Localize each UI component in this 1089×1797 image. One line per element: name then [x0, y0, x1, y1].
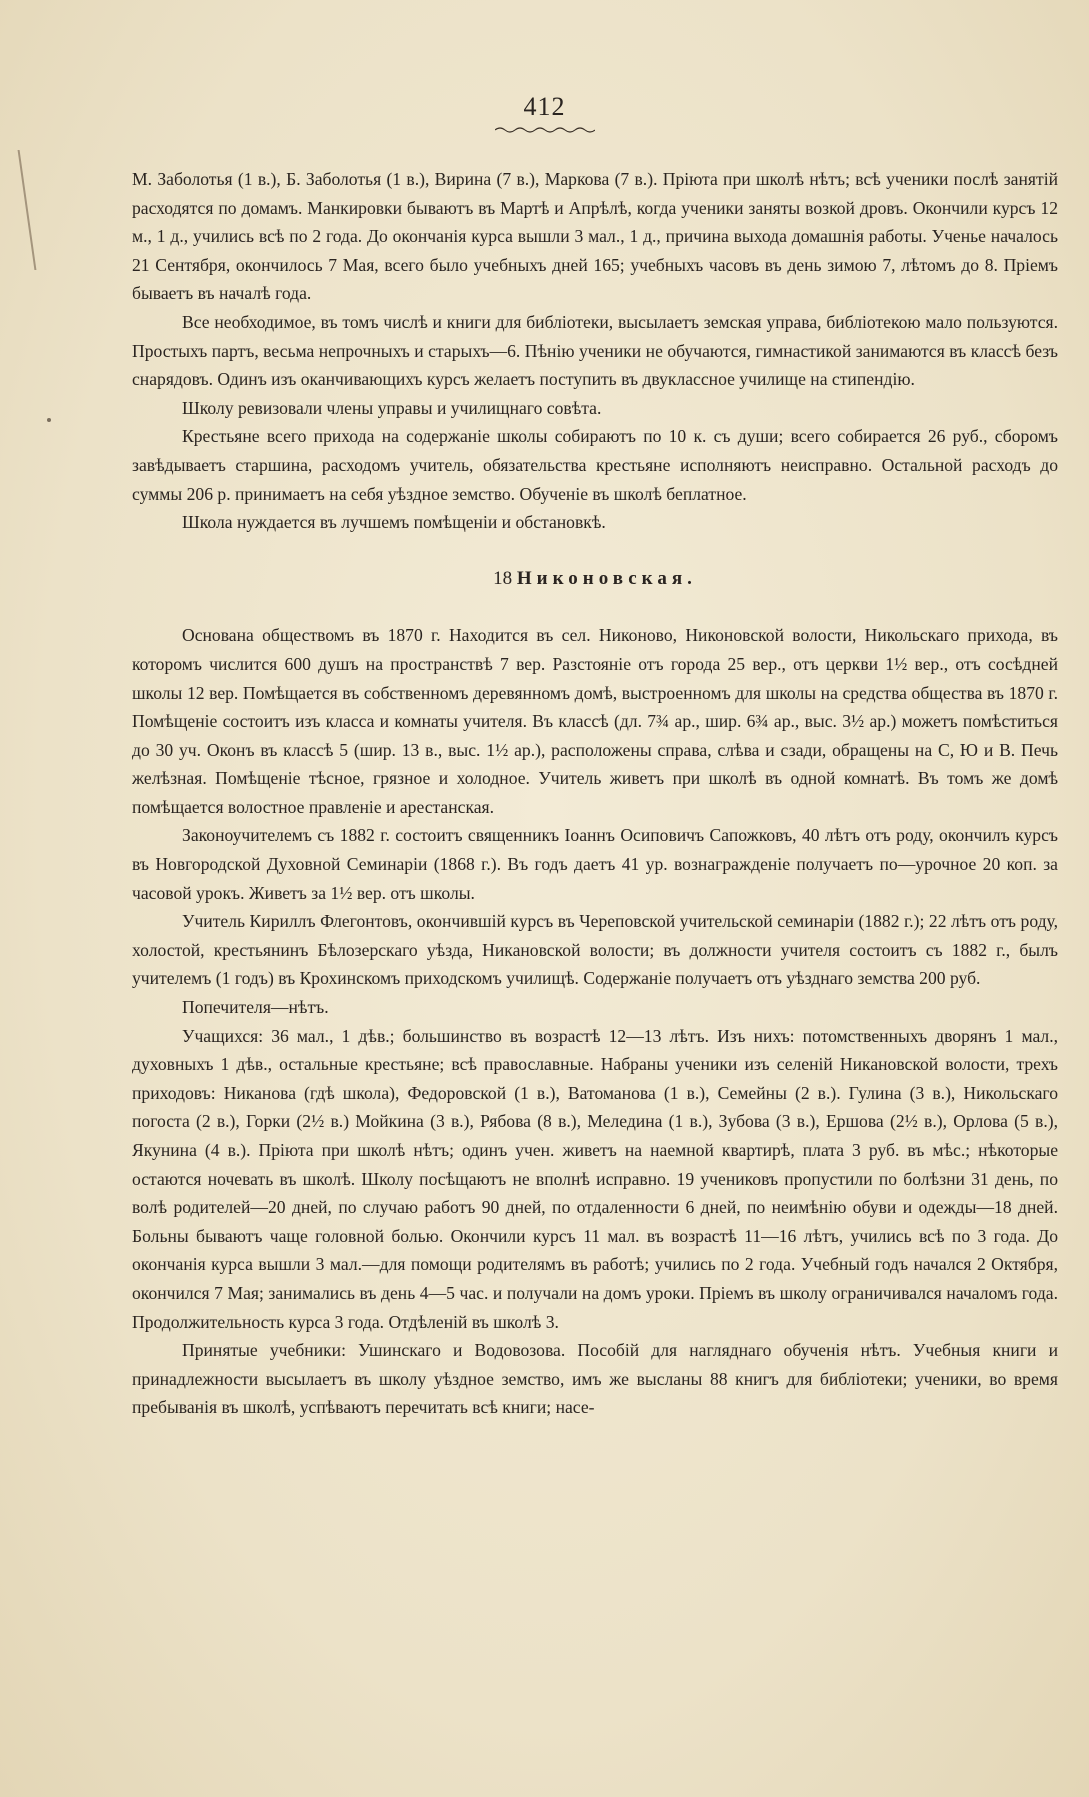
- paragraph: Учащихся: 36 мал., 1 дѣв.; большинство въ возрастѣ 12—13 лѣтъ. Изъ нихъ: потомственныхъ дворянъ 1 мал., духовныхъ 1 дѣв., остальные крестьяне; всѣ православные. Набраны ученики изъ селеній Никановской волости, трехъ приходовъ: Никанова (гдѣ школа), Федоровской (1 в.), Ватоманова (1 в.), Семейны (2 в.). Гулина (3 в.), Никольскаго погоста (2 в.), Горки (2½ в.) Мойкина (3 в.), Рябова (8 в.), Меледина (1 в.), Зубова (3 в.), Ершова (2½ в.), Орлова (5 в.), Якунина (4 в.). Пріюта при школѣ нѣтъ; одинъ учен. живетъ на наемной квартирѣ, плата 3 руб. въ мѣс.; нѣкоторые остаются ночевать въ школѣ. Школу посѣщаютъ не вполнѣ исправно. 19 учениковъ пропустили по болѣзни 31 день, по волѣ родителей—20 дней, по случаю работъ 90 дней, по отдаленности 6 дней, по неимѣнію обуви и одежды—18 дней. Больны бываютъ чаще головной болью. Окончили курсъ 11 мал. въ возрастѣ 11—16 лѣтъ, учились всѣ по 3 года. До окончанія курса вышли 3 мал.—для помощи родителямъ въ работѣ; учились по 2 года. Учебный годъ начался 2 Октября, окончился 7 Мая; занимались въ день 4—5 час. и получали на домъ уроки. Пріемъ въ школу ограничивался началомъ года. Продолжительность курса 3 года. Отдѣленій въ школѣ 3.: [132, 1025, 1058, 1332]
- paragraph: Попечителя—нѣтъ.: [182, 997, 329, 1018]
- page-edge-mark: [0, 150, 36, 270]
- paragraph: Законоучителемъ съ 1882 г. состоитъ священникъ Іоаннъ Осиповичъ Сапожковъ, 40 лѣтъ отъ роду, окончилъ курсъ въ Новгородской Духовной Семинаріи (1868 г.). Въ годъ даетъ 41 ур. вознагражденіе получаетъ по—урочное 20 коп. за часовой урокъ. Живетъ за 1½ вер. отъ школы.: [132, 825, 1058, 903]
- paragraph: Учитель Кириллъ Флегонтовъ, окончившій курсъ въ Череповской учительской семинаріи (1882 г.); 22 лѣтъ отъ роду, холостой, крестьянинъ Бѣлозерскаго уѣзда, Никановской волости; въ должности учителя состоитъ съ 1882 г., былъ учителемъ (1 годъ) въ Крохинскомъ приходскомъ училищѣ. Содержаніе получаетъ отъ уѣзднаго земства 200 руб.: [132, 911, 1058, 989]
- paragraph: Школа нуждается въ лучшемъ помѣщеніи и обстановкѣ.: [182, 512, 606, 533]
- page-number: 412: [523, 92, 566, 121]
- paragraph: Крестьяне всего прихода на содержаніе школы собираютъ по 10 к. съ души; всего собирается 26 руб., сборомъ завѣдываетъ старшина, расходомъ учитель, обязательства крестьяне исполняютъ неисправно. Остальной расходъ до суммы 206 р. принимаетъ на себя уѣздное земство. Обученіе въ школѣ беплатное.: [132, 426, 1058, 504]
- section-heading: [132, 565, 1058, 594]
- ink-dot: [47, 418, 51, 422]
- page-header: [0, 92, 1089, 140]
- section-number: 18: [493, 567, 513, 589]
- paragraph: Принятые учебники: Ушинскаго и Водовозова. Пособій для нагляднаго обученія нѣтъ. Учебныя книги и принадлежности высылаетъ въ школу уѣздное земство, имъ же высланы 88 книгъ для библіотеки; ученики, во время пребыванія въ школѣ, успѣваютъ перечитать всѣ книги; насе-: [132, 1340, 1058, 1418]
- paragraph: М. Заболотья (1 в.), Б. Заболотья (1 в.), Вирина (7 в.), Маркова (7 в.). Пріюта при школѣ нѣтъ; всѣ ученики послѣ занятій расходятся по домамъ. Манкировки бываютъ въ Мартѣ и Апрѣлѣ, когда ученики заняты возкой дровъ. Окончили курсъ 12 м., 1 д., учились всѣ по 2 года. До окончанія курса вышли 3 мал., 1 д., причина выхода домашнія работы. Ученье началось 21 Сентября, окончилось 7 Мая, всего было учебныхъ дней 165; учебныхъ часовъ въ день зимою 7, лѣтомъ до 8. Пріемъ бываетъ въ началѣ года.: [132, 169, 1058, 304]
- paragraph: Школу ревизовали члены управы и училищнаго совѣта.: [182, 397, 602, 418]
- paragraph: Все необходимое, въ томъ числѣ и книги для библіотеки, высылаетъ земская управа, библіотекою мало пользуются. Простыхъ партъ, весьма непрочныхъ и старыхъ—6. Пѣнію ученики не обучаются, гимнастикой занимаются въ классѣ безъ снарядовъ. Одинъ изъ оканчивающихъ курсъ желаетъ поступить въ двуклассное училище на стипендію.: [132, 311, 1058, 390]
- paragraph: Основана обществомъ въ 1870 г. Находится въ сел. Никоново, Никоновской волости, Никольскаго прихода, въ которомъ числится 600 душъ на пространствѣ 7 вер. Разстояніе отъ города 25 вер., отъ церкви 1½ вер., отъ сосѣдней школы 12 вер. Помѣщается въ собственномъ деревянномъ домѣ, выстроенномъ для школы на средства общества въ 1870 г. Помѣщеніе состоитъ изъ класса и комнаты учителя. Въ классѣ (дл. 7¾ ар., шир. 6¾ ар., выс. 3½ ар.) можетъ помѣститься до 30 уч. Оконъ въ классѣ 5 (шир. 13 в., выс. 1½ ар.), расположены справа, слѣва и сзади, обращены на С, Ю и В. Печь желѣзная. Помѣщеніе тѣсное, грязное и холодное. Учитель живетъ при школѣ въ одной комнатѣ. Въ томъ же домѣ помѣщается волостное правленіе и арестанская.: [132, 625, 1058, 817]
- body-text: [132, 165, 1058, 1422]
- wavy-ornament-icon: [495, 125, 595, 135]
- section-name: Никоновская.: [516, 567, 697, 589]
